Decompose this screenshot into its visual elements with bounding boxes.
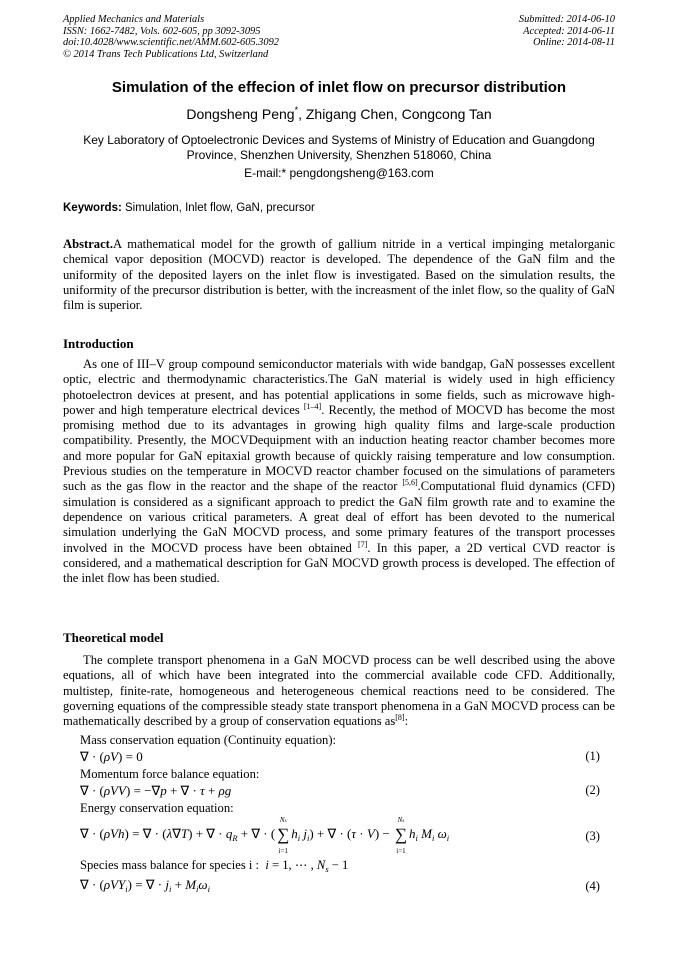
abstract-label: Abstract. [63,237,114,251]
intro-text-4: . In this paper, a 2D vertical CVD reactor is considered, and a mathematical description for GaN MOCVD growth process is developed. The effection of the inlet flow has been studied. [63,540,615,586]
accepted-date: Accepted: 2014-06-11 [523,25,615,37]
citation[interactable]: [5,6] [402,478,418,488]
corresponding-mark: * [294,105,299,115]
equation-4-label: Species mass balance for species i : i = 1, ⋯ , $N_s - 1$ [80,858,349,874]
equation-1-label: Mass conservation equation (Continuity equation): [80,733,337,747]
keywords-text: Simulation, Inlet flow, GaN, precursor [121,202,315,214]
equation-2-label: Momentum force balance equation: [80,767,260,781]
paper-title: Simulation of the effecion of inlet flow on precursor distribution [111,79,567,96]
equation-2-number: (2) [585,783,600,797]
abstract [63,237,615,313]
intro-text-1: As one of III–V group compound semiconductor materials with wide bandgap, GaN possesses excellent optic, electric and thermodynamic characteristics.The GaN material is widely used in high efficiency photoelectron devices at present, and has potential applications in some fields, such as microwave high-power and high temperature electrical devices [63,357,615,417]
author-list [0,105,678,122]
intro-text-2: . Recently, the method of MOCVD has become the most promising method due to its advantages in growing high quality films and large-scale production compatibility. Presently, the MOCVDequipment with an induction heating reactor chamber becomes more and more popular for GaN epitaxial growth because of quickly raising temperature and low consumption. Previous studies on the temperature in MOCVD reactor chamber focused on the simulations of parameters such as the gas flow in the reactor and the shape of the reactor [63,402,615,494]
journal-name: Applied Mechanics and Materials [63,14,205,25]
equation-1-number: (1) [585,749,600,763]
citation[interactable]: [8] [395,713,405,723]
submitted-date: Submitted: 2014-06-10 [518,14,615,25]
author-names: , Zhigang Chen, Congcong Tan [298,106,492,122]
section-heading-theoretical-model: Theoretical model [63,630,164,645]
theory-paragraph [63,653,615,729]
online-date: Online: 2014-08-11 [532,37,615,49]
equation-4: ∇ · (ρVY$_i$) = ∇ · $j_i + M_i\omega_i$ [80,877,210,894]
journal-doi: doi:10.4028/www.scientific.net/AMM.602-605.3092 [63,37,279,49]
keywords [63,202,315,214]
equation-4-label-text: Species mass balance for species i : [80,858,260,872]
email-line: E-mail:* pengdongsheng@163.com [244,166,434,180]
theory-text: The complete transport phenomena in a GaN MOCVD process can be well described using the above equations, all of which have been integrated into the commercial available code CFD. Additionally, multistep, finite-rate, homogeneous and heterogeneous chemical reactions need to be considered. The governing equations of the compressible steady state transport phenomena in a GaN MOCVD process can be mathematically described by a group of conservation equations as [63,653,615,729]
affiliation: Key Laboratory of Optoelectronic Devices and Systems of Ministry of Education and Guangdong Province, Shenzhen University, Shenzhen 518060, China [83,133,595,162]
introduction-paragraph [63,357,615,586]
keywords-label: Keywords: [63,202,122,214]
submission-dates [519,14,615,49]
equation-1: ∇ · (ρV) = 0 [80,749,143,764]
journal-info [63,14,279,60]
equation-2: ∇ · (ρVV) = −∇p + ∇ · τ + ρg [80,783,232,798]
equation-3-label: Energy conservation equation: [80,801,234,815]
equation-4-number: (4) [585,879,600,893]
abstract-text: A mathematical model for the growth of gallium nitride in a vertical impinging metalorganic chemical vapor deposition (MOCVD) reactor is developed. The dependence of the GaN film and the uniformity of the deposited layers on the inlet flow is investigated. Based on the simulation results, the uniformity of the precursor distribution is better, with the increasment of the inlet flow, so the quality of GaN film is superior. [63,237,615,313]
theory-text-end: : [404,714,409,729]
author-name: Dongsheng Peng [186,106,295,122]
equation-3-number: (3) [585,829,600,843]
citation[interactable]: [7] [358,539,368,549]
journal-issn: ISSN: 1662-7482, Vols. 602-605, pp 3092-3095 [63,25,261,37]
journal-copyright: © 2014 Trans Tech Publications Ltd, Switzerland [63,48,269,60]
intro-text-3: .Computational fluid dynamics (CFD) simulation is considered as a significant approach to predict the GaN film growth rate and to examine the dependence on various critical parameters. A great deal of effort has been devoted to the numerical simulation underlying the GaN MOCVD process, and some primary features of the transport processes involved in the MOCVD process have been obtained [63,479,615,555]
section-heading-introduction: Introduction [63,336,134,351]
citation[interactable]: [1–4] [303,401,322,411]
equation-3: ∇ · (ρVh) = ∇ · (λ∇T) + ∇ · $q_R$ + ∇ · ( Ns ∑ i=1 $h_i$ $j_i$) + ∇ · (τ · V) − Ns ∑ i=1 $h_i$ $M_i$ $\omega_i$ [80,815,450,855]
